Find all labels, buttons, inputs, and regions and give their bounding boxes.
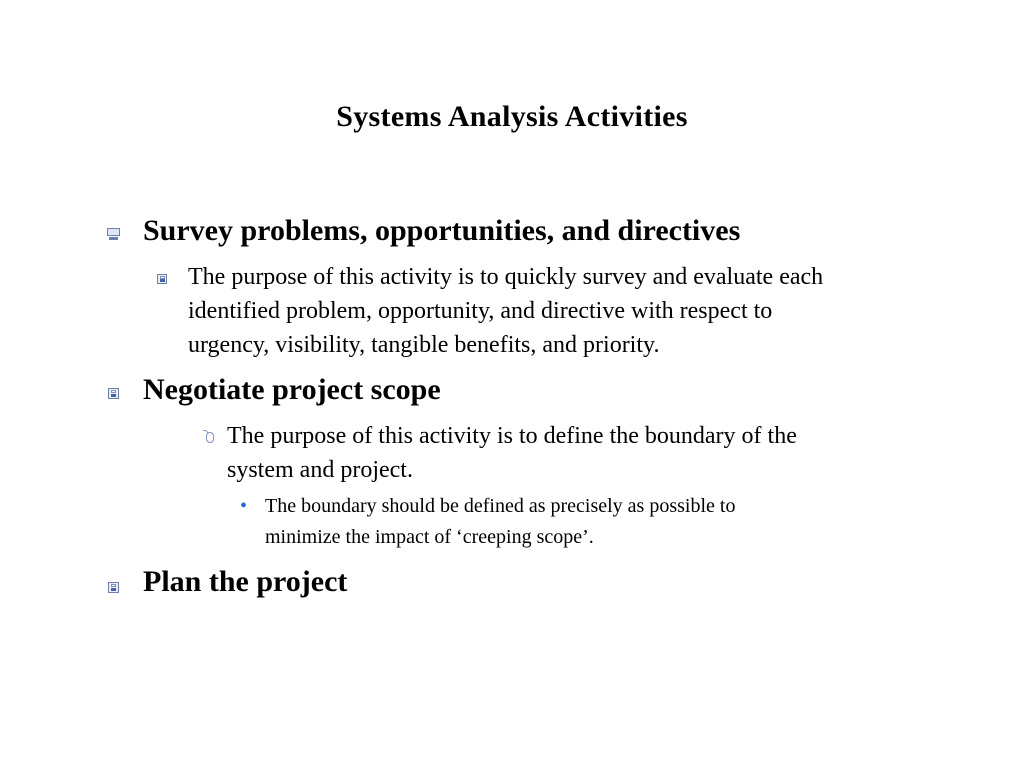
bullet-survey-problems: Survey problems, opportunities, and directives <box>143 214 741 247</box>
sub-bullet-survey-line-3: urgency, visibility, tangible benefits, and priority. <box>188 332 660 358</box>
computer-monitor-icon <box>107 228 120 240</box>
floppy-disk-icon <box>157 274 167 284</box>
dot-bullet-icon: • <box>240 495 248 517</box>
sub-sub-bullet-boundary-line-2: minimize the impact of ‘creeping scope’. <box>265 526 594 548</box>
sub-bullet-survey-line-2: identified problem, opportunity, and directive with respect to <box>188 298 773 324</box>
floppy-disk-icon <box>108 582 119 593</box>
sub-sub-bullet-boundary-line-1: The boundary should be defined as precisely as possible to <box>265 495 736 517</box>
sub-bullet-scope-line-1: The purpose of this activity is to define the boundary of the <box>227 423 797 449</box>
bullet-plan-project: Plan the project <box>143 565 348 598</box>
bullet-negotiate-scope: Negotiate project scope <box>143 373 441 406</box>
floppy-disk-icon <box>108 388 119 399</box>
slide-title: Systems Analysis Activities <box>336 100 688 133</box>
sub-bullet-scope-line-2: system and project. <box>227 457 413 483</box>
computer-mouse-icon <box>205 430 214 443</box>
sub-bullet-survey-line-1: The purpose of this activity is to quickly survey and evaluate each <box>188 264 824 290</box>
